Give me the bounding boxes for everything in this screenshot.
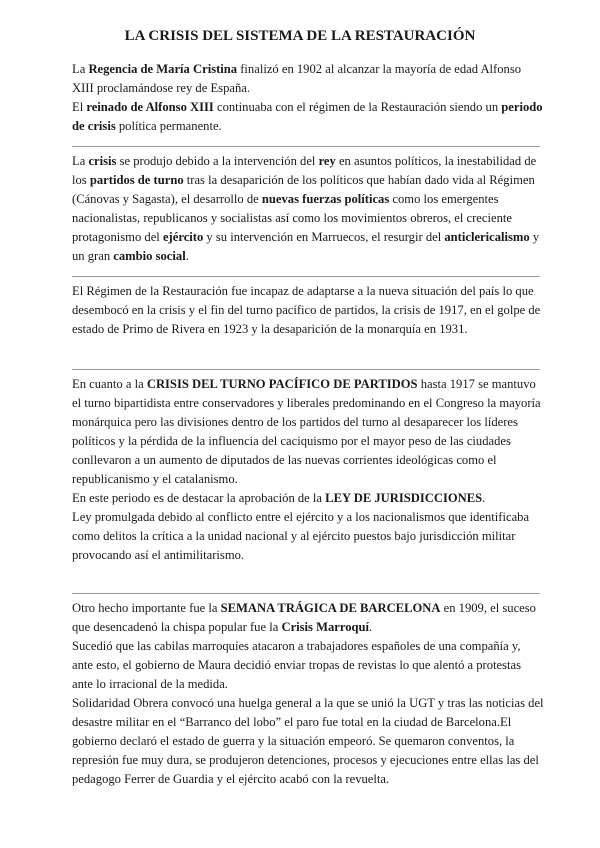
text-run: . bbox=[185, 249, 189, 263]
section-incapacidad-regimen bbox=[72, 282, 544, 339]
text-run: continuaba con el régimen de la Restauración siendo un bbox=[213, 100, 502, 114]
bold-term: periodo de crisis bbox=[72, 100, 543, 133]
bold-term: rey bbox=[318, 154, 336, 168]
text-run: política permanente. bbox=[115, 119, 222, 133]
paragraph bbox=[72, 508, 544, 565]
text-run: Ley promulgada debido al conflicto entre el ejército y a los nacionalismos que identificaba como delitos la crítica a la unidad nacional y al ejército puestos bajo jurisdicción militar provocando así el antimilitarismo. bbox=[72, 510, 530, 562]
text-run: en asuntos políticos, la inestabilidad de los bbox=[72, 154, 537, 187]
text-run: La bbox=[72, 62, 89, 76]
paragraph bbox=[72, 599, 544, 637]
paragraph bbox=[72, 282, 544, 339]
bold-term: partidos de turno bbox=[89, 173, 184, 187]
bold-term: LEY DE JURISDICCIONES bbox=[325, 491, 483, 505]
bold-term: cambio social bbox=[113, 249, 186, 263]
section-semana-tragica bbox=[72, 599, 544, 789]
text-run: El Régimen de la Restauración fue incapaz de adaptarse a la nueva situación del país lo que desembocó en la crisis y el fin del turno pacífico de partidos, la crisis de 1917, en el golpe de estado de Primo de Rivera en 1923 y la desaparición de la monarquía en 1931. bbox=[72, 284, 541, 336]
text-run: tras la desaparición de los políticos que habían dado vida al Régimen (Cánovas y Sagasta), el desarrollo de bbox=[72, 173, 535, 206]
text-run: en 1909, el suceso que desencadenó la chispa popular fue la bbox=[72, 601, 536, 634]
text-run: El bbox=[72, 100, 87, 114]
section-divider bbox=[72, 276, 540, 277]
paragraph bbox=[72, 694, 544, 789]
paragraph bbox=[72, 60, 544, 98]
paragraph bbox=[72, 375, 544, 489]
paragraph bbox=[72, 637, 544, 694]
text-run: En cuanto a la bbox=[72, 377, 147, 391]
bold-term: Regencia de María Cristina bbox=[88, 62, 238, 76]
paragraph bbox=[72, 152, 544, 266]
text-run: Sucedió que las cabilas marroquíes atacaron a trabajadores españoles de una compañía y, ante esto, el gobierno de Maura decidió enviar tropas de revistas lo que alentó a protestas ante lo irracional de la medida. bbox=[72, 639, 522, 691]
bold-term: nuevas fuerzas políticas bbox=[261, 192, 390, 206]
bold-term: reinado de Alfonso XIII bbox=[86, 100, 214, 114]
bold-term: crisis bbox=[88, 154, 117, 168]
text-run: hasta 1917 se mantuvo el turno bipartidista entre conservadores y liberales predominando en el Congreso la mayoría monárquica pero las divisiones dentro de los partidos del turno al desaparecer los líderes políticos y la pérdida de la influencia del caciquismo por el mayor peso de las ciudades conllevaron a un aumento de diputados de las nuevas corrientes ideológicas como el republicanismo y el catalanismo. bbox=[72, 377, 541, 486]
bold-term: anticlericalismo bbox=[444, 230, 530, 244]
bold-term: CRISIS DEL TURNO PACÍFICO DE PARTIDOS bbox=[146, 377, 418, 391]
section-divider bbox=[72, 146, 540, 147]
bold-term: ejército bbox=[162, 230, 204, 244]
document-title: LA CRISIS DEL SISTEMA DE LA RESTAURACIÓN bbox=[124, 28, 476, 44]
text-run: se produjo debido a la intervención del bbox=[116, 154, 319, 168]
text-run: como los emergentes nacionalistas, republicanos y socialistas así como los movimientos obreros, el creciente protagonismo del bbox=[72, 192, 512, 244]
text-run: . bbox=[369, 620, 373, 634]
text-run: Otro hecho importante fue la bbox=[72, 601, 221, 615]
text-run: . bbox=[482, 491, 486, 505]
text-run: y su intervención en Marruecos, el resurgir del bbox=[203, 230, 445, 244]
text-run: y un gran bbox=[72, 230, 540, 263]
section-crisis-turno bbox=[72, 375, 544, 565]
section-divider bbox=[72, 369, 540, 370]
text-run: La bbox=[72, 154, 89, 168]
section-regencia bbox=[72, 60, 544, 136]
section-causas-crisis bbox=[72, 152, 544, 266]
paragraph bbox=[72, 98, 544, 136]
text-run: Solidaridad Obrera convocó una huelga general a la que se unió la UGT y tras las noticias del desastre militar en el “Barranco del lobo” el paro fue total en la ciudad de Barcelona.El gobierno declaró el estado de guerra y la situación empeoró. Se quemaron conventos, la represión fue muy dura, se produjeron detenciones, procesos y ejecuciones entre ellas las del pedagogo Ferrer de Guardia y el ejército acabó con la revuelta. bbox=[72, 696, 544, 786]
bold-term: Crisis Marroquí bbox=[281, 620, 370, 634]
section-divider bbox=[72, 593, 540, 594]
text-run: finalizó en 1902 al alcanzar la mayoría de edad Alfonso XIII proclamándose rey de España. bbox=[72, 62, 522, 95]
text-run: En este periodo es de destacar la aprobación de la bbox=[72, 491, 326, 505]
paragraph bbox=[72, 489, 544, 508]
bold-term: SEMANA TRÁGICA DE BARCELONA bbox=[220, 601, 441, 615]
